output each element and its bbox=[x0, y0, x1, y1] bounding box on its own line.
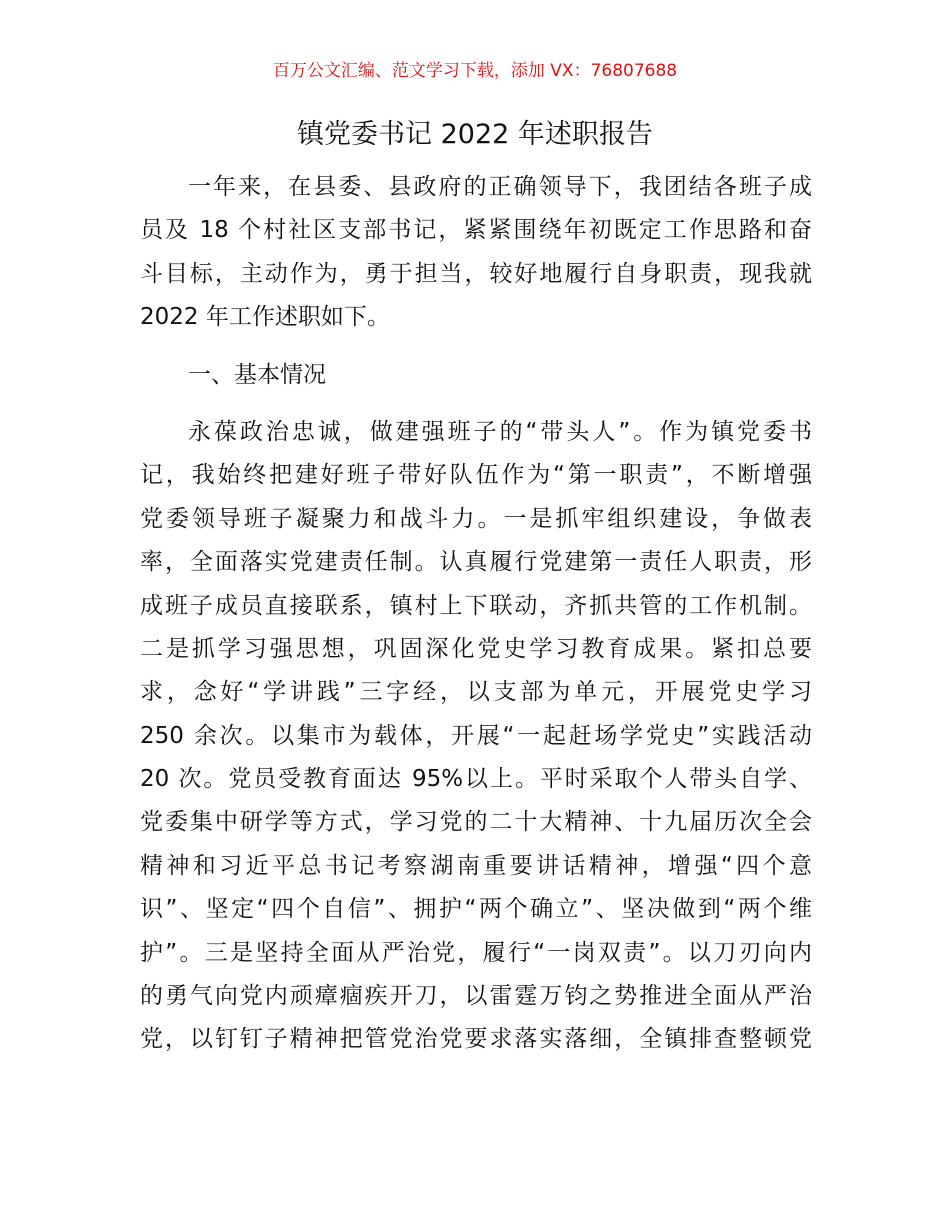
text-line: 20 次。党员受教育面达 95%以上。平时采取个人带头自学、 bbox=[140, 766, 812, 793]
section-heading-text: 一、基本情况 bbox=[188, 361, 326, 388]
text-line: 党，以钉钉子精神把管党治党要求落实落细，全镇排查整顿党 bbox=[140, 1026, 812, 1053]
document-body bbox=[140, 166, 812, 1062]
text-line: 成班子成员直接联系，镇村上下联动，齐抓共管的工作机制。 bbox=[140, 592, 812, 619]
text-line: 识”、坚定“四个自信”、拥护“两个确立”、坚决做到“两个维 bbox=[140, 896, 812, 923]
text-line: 记，我始终把建好班子带好队伍作为“第一职责”，不断增强 bbox=[140, 462, 812, 489]
section-heading bbox=[140, 354, 812, 397]
paragraph-political-loyalty bbox=[140, 411, 812, 1062]
text-line: 求，念好“学讲践”三字经，以支部为单元，开展党史学习 bbox=[140, 679, 812, 706]
text-line: 250 余次。以集市为载体，开展“一起赶场学党史”实践活动 bbox=[140, 722, 812, 749]
text-line: 的勇气向党内顽瘴痼疾开刀，以雷霆万钧之势推进全面从严治 bbox=[140, 983, 812, 1010]
text-line: 永葆政治忠诚，做建强班子的“带头人”。作为镇党委书 bbox=[188, 418, 812, 445]
text-line: 党委领导班子凝聚力和战斗力。一是抓牢组织建设，争做表 bbox=[140, 505, 812, 532]
text-line: 护”。三是坚持全面从严治党，履行“一岗双责”。以刀刃向内 bbox=[140, 939, 812, 966]
text-line: 2022 年工作述职如下。 bbox=[140, 304, 390, 331]
text-line: 二是抓学习强思想，巩固深化党史学习教育成果。紧扣总要 bbox=[140, 635, 812, 662]
text-line: 一年来，在县委、县政府的正确领导下，我团结各班子成 bbox=[188, 174, 812, 200]
watermark-banner: 百万公文汇编、范文学习下载，添加 VX：76807688 bbox=[272, 61, 678, 81]
document-title: 镇党委书记 2022 年述职报告 bbox=[297, 119, 653, 150]
paragraph-intro bbox=[140, 166, 812, 340]
text-line: 精神和习近平总书记考察湖南重要讲话精神，增强“四个意 bbox=[140, 852, 812, 879]
text-line: 斗目标，主动作为，勇于担当，较好地履行自身职责，现我就 bbox=[140, 260, 812, 287]
text-line: 员及 18 个村社区支部书记，紧紧围绕年初既定工作思路和奋 bbox=[140, 217, 812, 244]
text-line: 党委集中研学等方式，学习党的二十大精神、十九届历次全会 bbox=[140, 809, 812, 836]
text-line: 率，全面落实党建责任制。认真履行党建第一责任人职责，形 bbox=[140, 549, 812, 576]
